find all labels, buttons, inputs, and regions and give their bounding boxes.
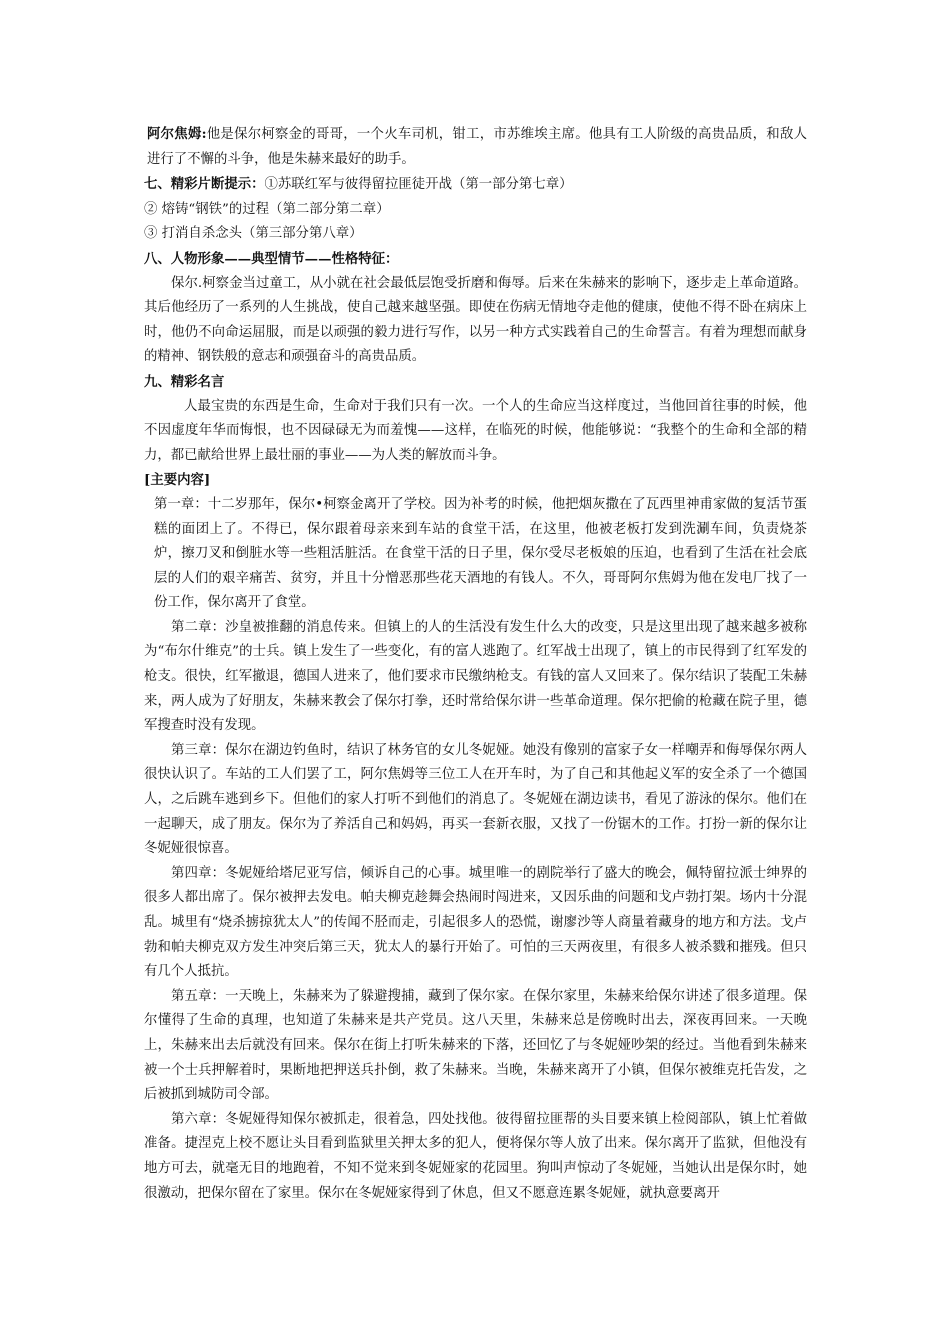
section8-text: 保尔.柯察金当过童工，从小就在社会最低层饱受折磨和侮辱。后来在朱赫来的影响下，逐步走上革命道路。其后他经历了一系列的人生挑战，使自己越来越坚强。即使在伤病无情地夺走他的健康，使他不得不卧在病床上时，他仍不向命运屈服，而是以顽强的毅力进行写作，以另一种方式实践着自己的生命誓言。有着为理想而献身的精神、钢铁般的意志和顽强奋斗的高贵品质。 bbox=[144, 275, 807, 365]
arjom-description: 他是保尔柯察金的哥哥，一个火车司机，钳工，市苏维埃主席。他具有工人阶级的高贵品质，和敌人进行了不懈的斗争，他是朱赫来最好的助手。 bbox=[147, 127, 807, 167]
document-body bbox=[144, 122, 807, 1206]
highlight-item-3: ③ 打消自杀念头（第三部分第八章） bbox=[144, 226, 363, 242]
chapter-4-summary: 第四章：冬妮娅给塔尼亚写信，倾诉自己的心事。城里唯一的剧院举行了盛大的晚会，佩特留拉派士绅界的很多人都出席了。保尔被押去发电。帕夫柳克趁舞会热闹时闯进来，又因乐曲的问题和戈卢勃打架。场内十分混乱。城里有“烧杀掳掠犹太人”的传闻不胫而走，引起很多人的恐慌，谢廖沙等人商量着藏身的地方和方法。戈卢勃和帕夫柳克双方发生冲突后第三天，犹太人的暴行开始了。可怕的三天两夜里，有很多人被杀戮和摧残。但只有几个人抵抗。 bbox=[144, 865, 807, 980]
chapter-2-summary: 第二章：沙皇被推翻的消息传来。但镇上的人的生活没有发生什么大的改变，只是这里出现了越来越多被称为“布尔什维克”的士兵。镇上发生了一些变化，有的富人逃跑了。红军战士出现了，镇上的市民得到了红军发的枪支。很快，红军撤退，德国人进来了，他们要求市民缴纳枪支。有钱的富人又回来了。保尔结识了装配工朱赫来，两人成为了好朋友，朱赫来教会了保尔打拳，还时常给保尔讲一些革命道理。保尔把偷的枪藏在院子里，德军搜查时没有发现。 bbox=[144, 619, 807, 734]
section7-line bbox=[144, 172, 807, 198]
famous-quote: 人最宝贵的东西是生命，生命对于我们只有一次。一个人的生命应当这样度过，当他回首往事的时候，他不因虚度年华而悔恨，也不因碌碌无为而羞愧——这样，在临死的时候，他能够说：“我整个的生命和全部的精力，都已献给世界上最壮丽的事业——为人类的解放而斗争。 bbox=[144, 398, 807, 463]
arjom-name: 阿尔焦姆: bbox=[147, 126, 207, 142]
section7-heading: 七、精彩片断提示： bbox=[144, 176, 265, 193]
highlight-item-2: ② 熔铸“钢铁”的过程（第二部分第二章） bbox=[144, 201, 390, 217]
chapter-5-summary: 第五章：一天晚上，朱赫来为了躲避搜捕，藏到了保尔家。在保尔家里，朱赫来给保尔讲述了很多道理。保尔懂得了生命的真理，也知道了朱赫来是共产党员。这八天里，朱赫来总是傍晚时出去，深夜再回来。一天晚上，朱赫来出去后就没有回来。保尔在街上打听朱赫来的下落，还回忆了与冬妮娅吵架的经过。当他看到朱赫来被一个士兵押解着时，果断地把押送兵扑倒，救了朱赫来。当晚，朱赫来离开了小镇，但保尔被维克托告发，之后被抓到城防司令部。 bbox=[144, 988, 807, 1103]
arjom-paragraph bbox=[144, 122, 807, 172]
section8-heading: 八、人物形象——典型情节——性格特征： bbox=[144, 250, 399, 267]
chapter-6-summary: 第六章：冬妮娅得知保尔被抓走，很着急，四处找他。彼得留拉匪帮的头目要来镇上检阅部队，镇上忙着做准备。捷涅克上校不愿让头目看到监狱里关押太多的犯人，便将保尔等人放了出来。保尔离开了监狱，但他没有地方可去，就毫无目的地跑着，不知不觉来到冬妮娅家的花园里。狗叫声惊动了冬妮娅，当她认出是保尔时，她很激动，把保尔留在了家里。保尔在冬妮娅家得到了休息，但又不愿意连累冬妮娅，就执意要离开 bbox=[144, 1111, 807, 1201]
highlight-item-1: ①苏联红军与彼得留拉匪徒开战（第一部分第七章） bbox=[264, 177, 573, 193]
chapter-1-summary: 第一章：十二岁那年，保尔•柯察金离开了学校。因为补考的时候，他把烟灰撒在了瓦西里神甫家做的复活节蛋糕的面团上了。不得已，保尔跟着母亲来到车站的食堂干活，在这里，他被老板打发到洗涮车间，负责烧茶炉，擦刀叉和倒脏水等一些粗活脏活。在食堂干活的日子里，保尔受尽老板娘的压迫，也看到了生活在社会底层的人们的艰辛痛苦、贫穷，并且十分憎恶那些花天酒地的有钱人。不久，哥哥阿尔焦姆为他在发电厂找了一份工作，保尔离开了食堂。 bbox=[154, 496, 807, 611]
chapter-3-summary: 第三章：保尔在湖边钓鱼时，结识了林务官的女儿冬妮娅。她没有像别的富家子女一样嘲弄和侮辱保尔两人很快认识了。车站的工人们罢了工，阿尔焦姆等三位工人在开车时，为了自己和其他起义军的安全杀了一个德国人，之后跳车逃到乡下。但他们的家人打听不到他们的消息了。冬妮娅在湖边读书，看见了游泳的保尔。他们在一起聊天，成了朋友。保尔为了养活自己和妈妈，再买一套新衣服，又找了一份锯木的工作。打扮一新的保尔让冬妮娅很惊喜。 bbox=[144, 742, 807, 857]
section9-heading: 九、精彩名言 bbox=[144, 373, 225, 390]
main-content-heading: [主要内容] bbox=[144, 472, 211, 489]
